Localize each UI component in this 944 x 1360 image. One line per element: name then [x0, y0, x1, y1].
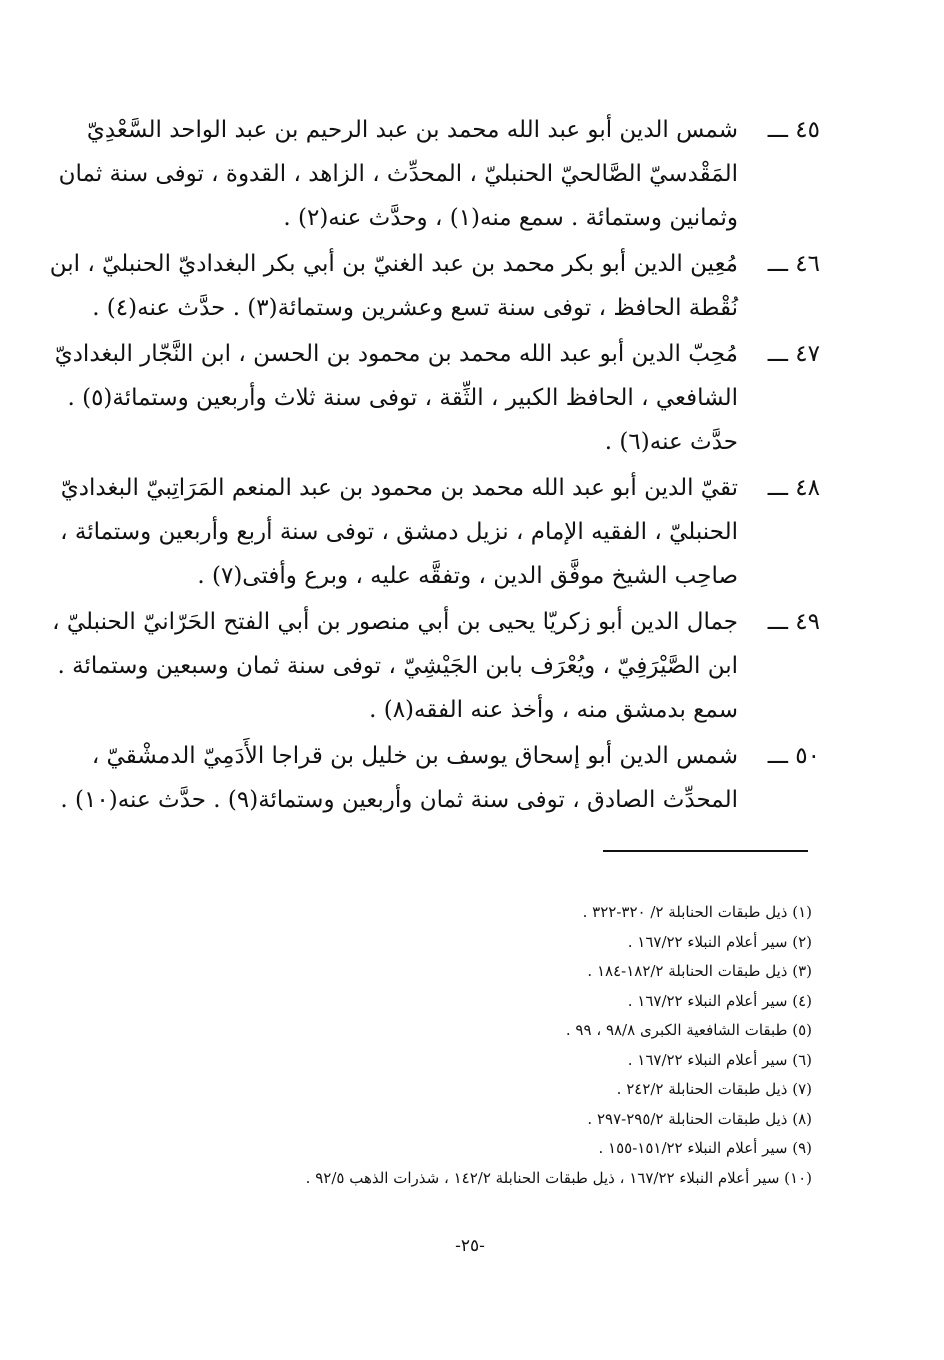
entry-number: ٥٠ ـــ	[767, 743, 820, 769]
entry-line: الحنبليّ ، الفقيه الإمام ، نزيل دمشق ، توفى سنة أربع وأربعين وستمائة ،	[60, 519, 738, 545]
page-number: -٢٥-	[455, 1236, 485, 1256]
footnote-7: (٧) ذيل طبقات الحنابلة ٢٤٢/٢ .	[616, 1080, 812, 1098]
entry-line: ابن الصَّيْرَفِيّ ، ويُعْرَف بابن الجَيْشِيّ ، توفى سنة ثمان وسبعين وستمائة .	[57, 653, 738, 679]
footnote-8: (٨) ذيل طبقات الحنابلة ٢٩٥/٢-٢٩٧ .	[587, 1109, 812, 1128]
entry-49	[52, 600, 820, 732]
footnote-5: (٥) طبقات الشافعية الكبرى ٩٨/٨ ، ٩٩ .	[565, 1021, 812, 1039]
entry-line: شمس الدين أبو إسحاق يوسف بن خليل بن قراجا الأَدَمِيّ الدمشْقيّ ،	[91, 743, 738, 769]
entry-line: تقيّ الدين أبو عبد الله محمد بن محمود بن عبد المنعم المَرَاتِبيّ البغداديّ	[60, 475, 738, 501]
entry-line: سمع بدمشق منه ، وأخذ عنه الفقه(٨) .	[369, 697, 738, 723]
footnote-10: (١٠) سير أعلام النبلاء ١٦٧/٢٢ ، ذيل طبقات الحنابلة ١٤٢/٢ ، شذرات الذهب ٩٢/٥ .	[305, 1168, 812, 1187]
entry-line: صاحِب الشيخ موفَّق الدين ، وتفقَّه عليه ، وبرع وأفتى(٧) .	[197, 563, 738, 589]
entry-45	[58, 108, 820, 240]
footnote-9: (٩) سير أعلام النبلاء ١٥١/٢٢-١٥٥ .	[598, 1139, 812, 1157]
entry-line: مُحِبّ الدين أبو عبد الله محمد بن محمود بن الحسن ، ابن النَّجّار البغداديّ	[54, 341, 738, 367]
footnote-divider	[603, 850, 808, 852]
entry-number: ٤٧ ـــ	[767, 341, 820, 367]
footnote-2: (٢) سير أعلام النبلاء ١٦٧/٢٢ .	[627, 932, 812, 951]
entry-number: ٤٦ ـــ	[767, 251, 820, 277]
entry-46	[49, 242, 820, 330]
entry-line: جمال الدين أبو زكريّا يحيى بن أبي منصور بن أبي الفتح الحَرّانيّ الحنبليّ ،	[52, 609, 738, 635]
footnote-1: (١) ذيل طبقات الحنابلة ٢/ ٣٢٠-٣٢٢ .	[582, 903, 812, 921]
biography-entries	[49, 108, 820, 824]
entry-line: الشافعي ، الحافظ الكبير ، الثِّقة ، توفى سنة ثلاث وأربعين وستمائة(٥) .	[67, 385, 738, 411]
entry-line: شمس الدين أبو عبد الله محمد بن عبد الرحيم بن عبد الواحد السَّعْدِيّ	[86, 117, 738, 143]
entry-48	[60, 466, 820, 598]
entry-50	[60, 734, 820, 822]
entry-number: ٤٩ ـــ	[767, 609, 820, 635]
footnote-4: (٤) سير أعلام النبلاء ١٦٧/٢٢ .	[627, 991, 812, 1010]
entry-number: ٤٥ ـــ	[767, 117, 820, 143]
footnote-3: (٣) ذيل طبقات الحنابلة ١٨٢/٢-١٨٤ .	[587, 962, 812, 980]
entry-line: وثمانين وستمائة . سمع منه(١) ، وحدَّث عنه(٢) .	[283, 205, 738, 231]
footnote-6: (٦) سير أعلام النبلاء ١٦٧/٢٢ .	[627, 1050, 812, 1069]
entry-line: مُعِين الدين أبو بكر محمد بن عبد الغنيّ بن أبي بكر البغداديّ الحنبليّ ، ابن	[49, 251, 738, 277]
footnotes	[172, 898, 812, 1193]
entry-47	[54, 332, 820, 464]
entry-line: حدَّث عنه(٦) .	[604, 429, 738, 455]
entry-line: المحدِّث الصادق ، توفى سنة ثمان وأربعين وستمائة(٩) . حدَّث عنه(١٠) .	[60, 787, 738, 813]
entry-line: نُقْطة الحافظ ، توفى سنة تسع وعشرين وستمائة(٣) . حدَّث عنه(٤) .	[92, 295, 738, 321]
entry-number: ٤٨ ـــ	[767, 475, 820, 501]
entry-line: المَقْدسيّ الصَّالحيّ الحنبليّ ، المحدِّث ، الزاهد ، القدوة ، توفى سنة ثمان	[58, 161, 738, 187]
